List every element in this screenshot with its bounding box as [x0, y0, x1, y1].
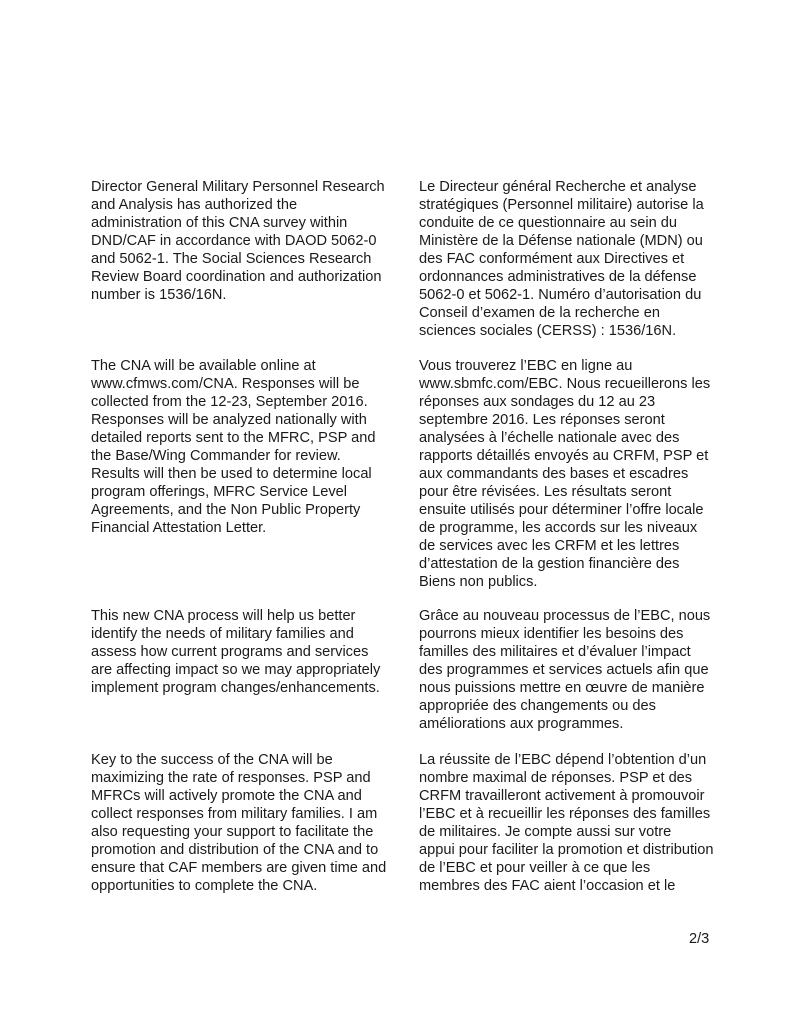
paragraph-en-authorization: Director General Military Personnel Research and Analysis has authorized the administration of this CNA survey within DND/CAF in accordance with DAOD 5062-0 and 5062-1. The Social Sciences Research Review Board coordination and authorization number is 1536/16N.	[91, 179, 385, 303]
paragraph-fr-success: La réussite de l’EBC dépend l’obtention d’un nombre maximal de réponses. PSP et des CRFM travailleront activement à promouvoir l’EBC et à recueillir les réponses des familles de militaires. Je compte aussi sur votre appui pour faciliter la promotion et distribution de l’EBC et pour veiller à ce que les membres des FAC aient l’occasion et le	[419, 752, 714, 894]
paragraph-en-availability: The CNA will be available online at www.cfmws.com/CNA. Responses will be collected from the 12-23, September 2016. Responses will be analyzed nationally with detailed reports sent to the MFRC, PSP and the Base/Wing Commander for review. Results will then be used to determine local program offerings, MFRC Service Level Agreements, and the Non Public Property Financial Attestation Letter.	[91, 358, 376, 536]
paragraph-fr-process: Grâce au nouveau processus de l’EBC, nous pourrons mieux identifier les besoins des familles des militaires et d’évaluer l’impact des programmes et services actuels afin que nous puissions mettre en œuvre de manière appropriée des changements ou des améliorations aux programmes.	[419, 608, 711, 732]
paragraph-fr-authorization: Le Directeur général Recherche et analyse stratégiques (Personnel militaire) autorise la conduite de ce questionnaire au sein du Ministère de la Défense nationale (MDN) ou des FAC conformément aux Directives et ordonnances administratives de la défense 5062-0 et 5062-1. Numéro d’autorisation du Conseil d’examen de la recherche en sciences sociales (CERSS) : 1536/16N.	[419, 179, 704, 339]
page-number: 2/3	[689, 931, 710, 947]
paragraph-en-process: This new CNA process will help us better identify the needs of military families and assess how current programs and services are affecting impact so we may appropriately implement program changes/enhancements.	[91, 608, 381, 696]
paragraph-en-success: Key to the success of the CNA will be maximizing the rate of responses. PSP and MFRCs will actively promote the CNA and collect responses from military families. I am also requesting your support to facilitate the promotion and distribution of the CNA and to ensure that CAF members are given time and opportunities to complete the CNA.	[91, 752, 387, 894]
paragraph-fr-availability: Vous trouverez l’EBC en ligne au www.sbmfc.com/EBC. Nous recueillerons les réponses aux sondages du 12 au 23 septembre 2016. Les réponses seront analysées à l’échelle nationale avec des rapports détaillés envoyés au CRFM, PSP et aux commandants des bases et escadres pour être révisées. Les résultats seront ensuite utilisés pour déterminer l’offre locale de programme, les accords sur les niveaux de services avec les CRFM et les lettres d’attestation de la gestion financière des Biens non publics.	[419, 358, 711, 590]
